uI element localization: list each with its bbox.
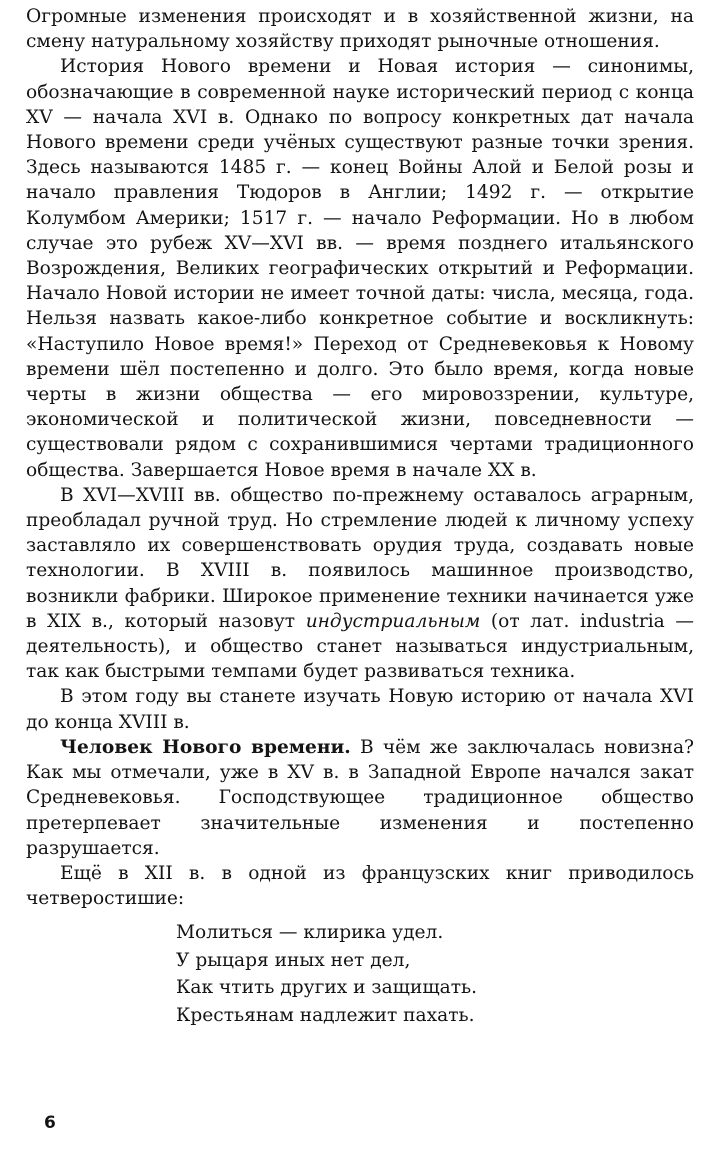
quatrain [176,919,694,1029]
paragraph-industrial-society-start: В XVI—XVIII вв. общество по-прежнему оставалось аграрным, преобладал ручной труд. Но стремление людей к личному успеху заставляло их совершенствовать орудия труда, создавать новые технологии. В XVIII в. появилось машинное производство, возникли фабрики. Широкое применение техники начинается уже в XIX в., который назовут [26,484,694,632]
poem-line: Крестьянам надлежит пахать. [176,1004,475,1026]
page-number: 6 [44,1113,56,1133]
paragraph-new-history-definition: История Нового времени и Новая история — синонимы, обозначающие в современной науке исторический период с конца XV — начала XVI в. Однако по вопросу конкретных дат начала Нового времени среди учёных существуют разные точки зрения. Здесь называются 1485 г. — конец Войны Алой и Белой розы и начало правления Тюдоров в Англии; 1492 г. — открытие Колумбом Америки; 1517 г. — начало Реформации. Но в любом случае это рубеж XV—XVI вв. — время позднего итальянского Возрождения, Великих географических открытий и Реформации. Начало Новой истории не имеет точной даты: числа, месяца, года. Нельзя назвать какое-либо конкретное событие и воскликнуть: «Наступило Новое время!» Переход от Средневековья к Новому времени шёл постепенно и долго. Это было время, когда новые черты в жизни общества — его мировоззрении, культуре, экономической и политической жизни, повседневности — существовали рядом с сохранившимися чертами традиционного общества. Завершается Новое время в начале XX в. [26,56,694,481]
paragraph-industrial-society-end: (от лат. industria — деятельность), и общество станет называться индустриальным, так как быстрыми темпами будет развиваться техника. [26,610,694,683]
paragraph-poem-intro: Ещё в XII в. в одной из французских книг приводилось четверостишие: [26,862,694,910]
paragraph-new-man [26,735,694,861]
paragraph-industrial-society [26,483,694,685]
poem-line: У рыцаря иных нет дел, [176,949,411,971]
poem-line: Молиться — клирика удел. [176,922,444,944]
paragraph-course-scope: В этом году вы станете изучать Новую историю от начала XVI до конца XVIII в. [26,686,694,733]
textbook-page [26,4,694,1029]
paragraph-new-man-text: В чём же заключалась новизна? Как мы отмечали, уже в XV в. в Западной Европе начался закат Средневековья. Господствующее традиционное общество претерпевает значительные изменения и постепенно разрушается. [26,736,694,859]
section-heading-new-man: Человек Нового времени. [60,736,351,758]
industrial-term: индустриальным [305,610,481,632]
paragraph-economy-changes: Огромные изменения происходят и в хозяйственной жизни, на смену натуральному хозяйству приходят рыночные отношения. [26,6,694,53]
poem-line: Как чтить других и защищать. [176,977,478,999]
